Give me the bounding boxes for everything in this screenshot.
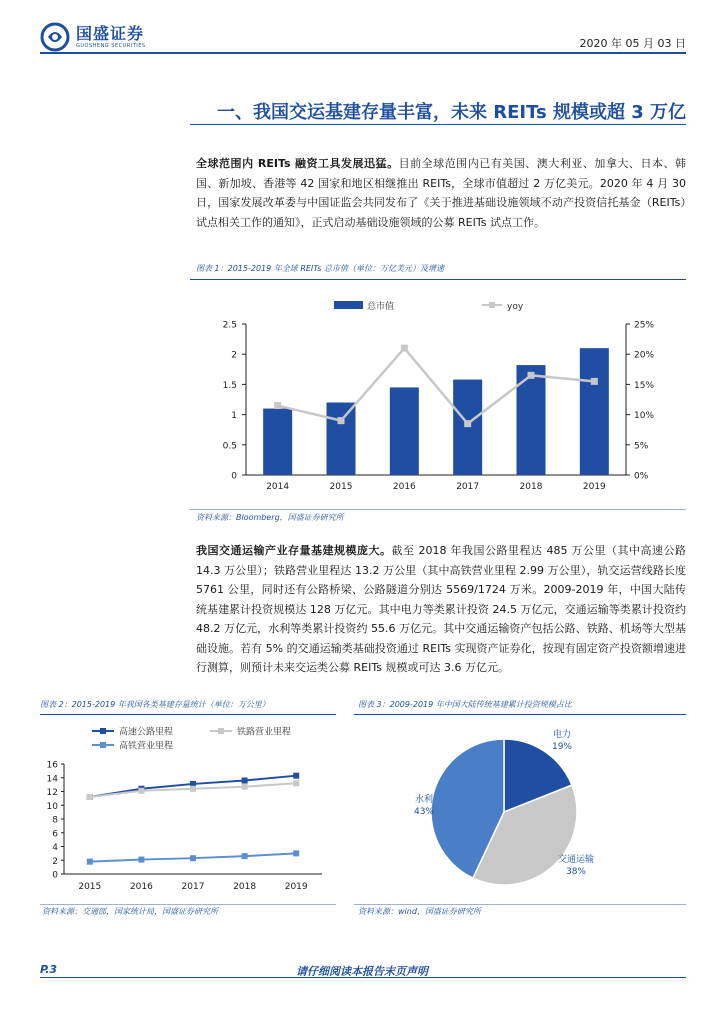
point-railway <box>293 780 299 786</box>
section-title: 一、我国交运基建存量丰富，未来 REITs 规模或超 3 万亿 <box>216 102 686 123</box>
point-yoy <box>591 378 598 385</box>
x-tick-label: 2015 <box>78 882 102 892</box>
paragraph-body: 截至 2018 年我国公路里程达 485 万公里（其中高速公路 14.3 万公里）；铁路营业里程达 13.2 万公里（其中高铁营业里程 2.99 万公里），轨交运营线路长度 5761 公里，同时还有公路桥梁、公路隧道分别达 5569/1724 万米。2009-2019 年，中国大陆传统基建累计投资规模达 128 万亿元。其中电力等类累计投资 24.5 万亿元，交通运输等类累计投资约 48.2 万亿元，水利等类累计投资约 55.6 万亿元。其中交通运输资产包括公路、铁路、机场等大型基础设施。若有 5% 的交通运输类基础投资通过 REITs 实现资产证券化，按现有固定资产投资额增速进行测算，则预计未来交运类公募 REITs 规模或可达 3.6 万亿元。 <box>196 544 686 674</box>
footer-divider <box>40 977 686 978</box>
legend-swatch-market-cap <box>334 301 363 309</box>
legend-label-railway: 铁路营业里程 <box>237 727 292 738</box>
point-yoy <box>528 372 535 379</box>
y-tick-label: 1 <box>231 411 237 422</box>
figure-2-source-divider <box>40 904 336 905</box>
section-title-divider <box>190 124 686 125</box>
company-logo <box>40 21 146 53</box>
legend-marker-yoy <box>489 302 495 308</box>
x-tick-label: 2019 <box>284 882 308 892</box>
logo-subtitle: GUOSHENG SECURITIES <box>76 42 146 49</box>
header-divider <box>40 52 686 54</box>
y-tick-label: 4 <box>52 843 58 853</box>
legend-label-yoy: yoy <box>507 302 524 312</box>
line-yoy <box>278 348 595 424</box>
figure-2-source: 资料来源：交通部，国家统计局，国盛证券研究所 <box>42 907 218 916</box>
y2-tick-label: 15% <box>634 380 655 391</box>
point-yoy <box>274 402 281 409</box>
legend-marker-hsr <box>100 742 106 748</box>
pie-label-power: 电力 <box>552 730 572 740</box>
paragraph-lead: 我国交通运输产业存量基建规模庞大。 <box>196 544 392 557</box>
figure-1-caption: 图表 1：2015-2019 年全球 REITs 总市值（单位：万亿美元）及增速 <box>196 264 444 273</box>
figure-1-caption-divider <box>190 279 686 280</box>
point-hsr <box>242 853 248 859</box>
y-tick-label: 1.5 <box>222 380 237 391</box>
y2-tick-label: 10% <box>634 411 655 422</box>
figure-3-source-divider <box>354 904 686 905</box>
paragraph-transport-infrastructure <box>196 541 686 678</box>
paragraph-body: 目前全球范围内已有美国、澳大利亚、加拿大、日本、韩国、新加坡、香港等 42 国家和地区相继推出 REITs，全球市值超过 2 万亿美元。2020 年 4 月 30 日，国家发展改革委与中国证监会共同发布了《关于推进基础设施领域不动产投资信托基金（REITs）试点相关工作的通知》，正式启动基础设施领域的公募 REITs 试点工作。 <box>196 157 686 229</box>
point-railway <box>242 784 248 790</box>
y2-tick-label: 5% <box>634 441 649 452</box>
x-tick-label: 2016 <box>129 882 153 892</box>
paragraph-global-reits <box>196 154 686 232</box>
figure-3-source: 资料来源：wind，国盛证券研究所 <box>358 907 481 916</box>
logo-name: 国盛证券 <box>76 23 145 43</box>
point-highway <box>293 773 299 779</box>
pie-label-transport: 交通运输 <box>557 855 595 865</box>
y2-tick-label: 0% <box>634 471 649 482</box>
y2-tick-label: 25% <box>634 320 655 331</box>
y-tick-label: 0 <box>52 870 58 881</box>
figure-2-caption-divider <box>40 714 336 715</box>
disclaimer-note: 请仔细阅读本报告末页声明 <box>296 965 428 978</box>
point-railway <box>87 794 93 800</box>
y-tick-label: 0 <box>231 471 237 482</box>
y2-tick-label: 20% <box>634 350 655 361</box>
point-hsr <box>190 855 196 861</box>
bar-market-cap <box>390 387 419 475</box>
figure-3-caption: 图表 3：2009-2019 年中国大陆传统基建累计投资规模占比 <box>358 700 572 709</box>
point-highway <box>242 778 248 784</box>
infrastructure-stock-chart <box>40 720 336 900</box>
y-tick-label: 6 <box>52 829 58 840</box>
legend-marker-highway <box>100 728 106 734</box>
figure-2-caption: 图表 2：2015-2019 年我国各类基建存量统计（单位：万公里） <box>40 700 270 709</box>
investment-share-pie-chart <box>354 720 686 900</box>
x-tick-label: 2019 <box>582 482 606 492</box>
y-tick-label: 12 <box>46 788 58 798</box>
logo-mark-icon <box>40 22 70 52</box>
x-tick-label: 2017 <box>456 482 480 492</box>
legend-label-hsr: 高铁营业里程 <box>119 741 174 752</box>
point-hsr <box>293 850 299 856</box>
y-tick-label: 2 <box>52 856 58 867</box>
paragraph-lead: 全球范围内 REITs 融资工具发展迅猛。 <box>196 157 399 170</box>
y-tick-label: 0.5 <box>222 441 237 452</box>
figure-1-source-divider <box>190 509 686 510</box>
point-hsr <box>138 857 144 863</box>
point-railway <box>138 788 144 794</box>
point-railway <box>190 786 196 792</box>
x-tick-label: 2014 <box>266 482 290 492</box>
point-yoy <box>401 345 408 352</box>
bar-market-cap <box>453 380 482 475</box>
pie-pct-water: 43% <box>413 807 435 817</box>
bar-market-cap <box>580 348 609 475</box>
y-tick-label: 14 <box>46 774 58 785</box>
bar-market-cap <box>327 403 356 475</box>
y-tick-label: 2.5 <box>222 320 237 331</box>
y-tick-label: 8 <box>52 815 58 826</box>
x-tick-label: 2015 <box>329 482 353 492</box>
x-tick-label: 2016 <box>392 482 416 492</box>
legend-marker-railway <box>218 728 224 734</box>
x-tick-label: 2018 <box>519 482 543 492</box>
y-tick-label: 16 <box>46 760 58 771</box>
page-number: P.3 <box>40 963 58 976</box>
pie-label-water: 水利 <box>414 795 434 805</box>
legend-label-highway: 高速公路里程 <box>119 727 174 738</box>
y-tick-label: 2 <box>231 350 237 361</box>
point-yoy <box>338 417 345 424</box>
figure-1-source: 资料来源：Bloomberg，国盛证券研究所 <box>196 513 344 522</box>
point-yoy <box>464 420 471 427</box>
legend-label-market-cap: 总市值 <box>367 302 395 312</box>
point-hsr <box>87 859 93 865</box>
pie-pct-transport: 38% <box>565 867 587 877</box>
y-tick-label: 10 <box>46 801 58 812</box>
x-tick-label: 2018 <box>233 882 257 892</box>
reits-market-cap-chart <box>196 292 686 502</box>
figure-3-caption-divider <box>354 714 686 715</box>
bar-market-cap <box>263 409 292 475</box>
pie-pct-power: 19% <box>551 742 573 752</box>
x-tick-label: 2017 <box>181 882 205 892</box>
report-date: 2020 年 05 月 03 日 <box>579 37 686 50</box>
